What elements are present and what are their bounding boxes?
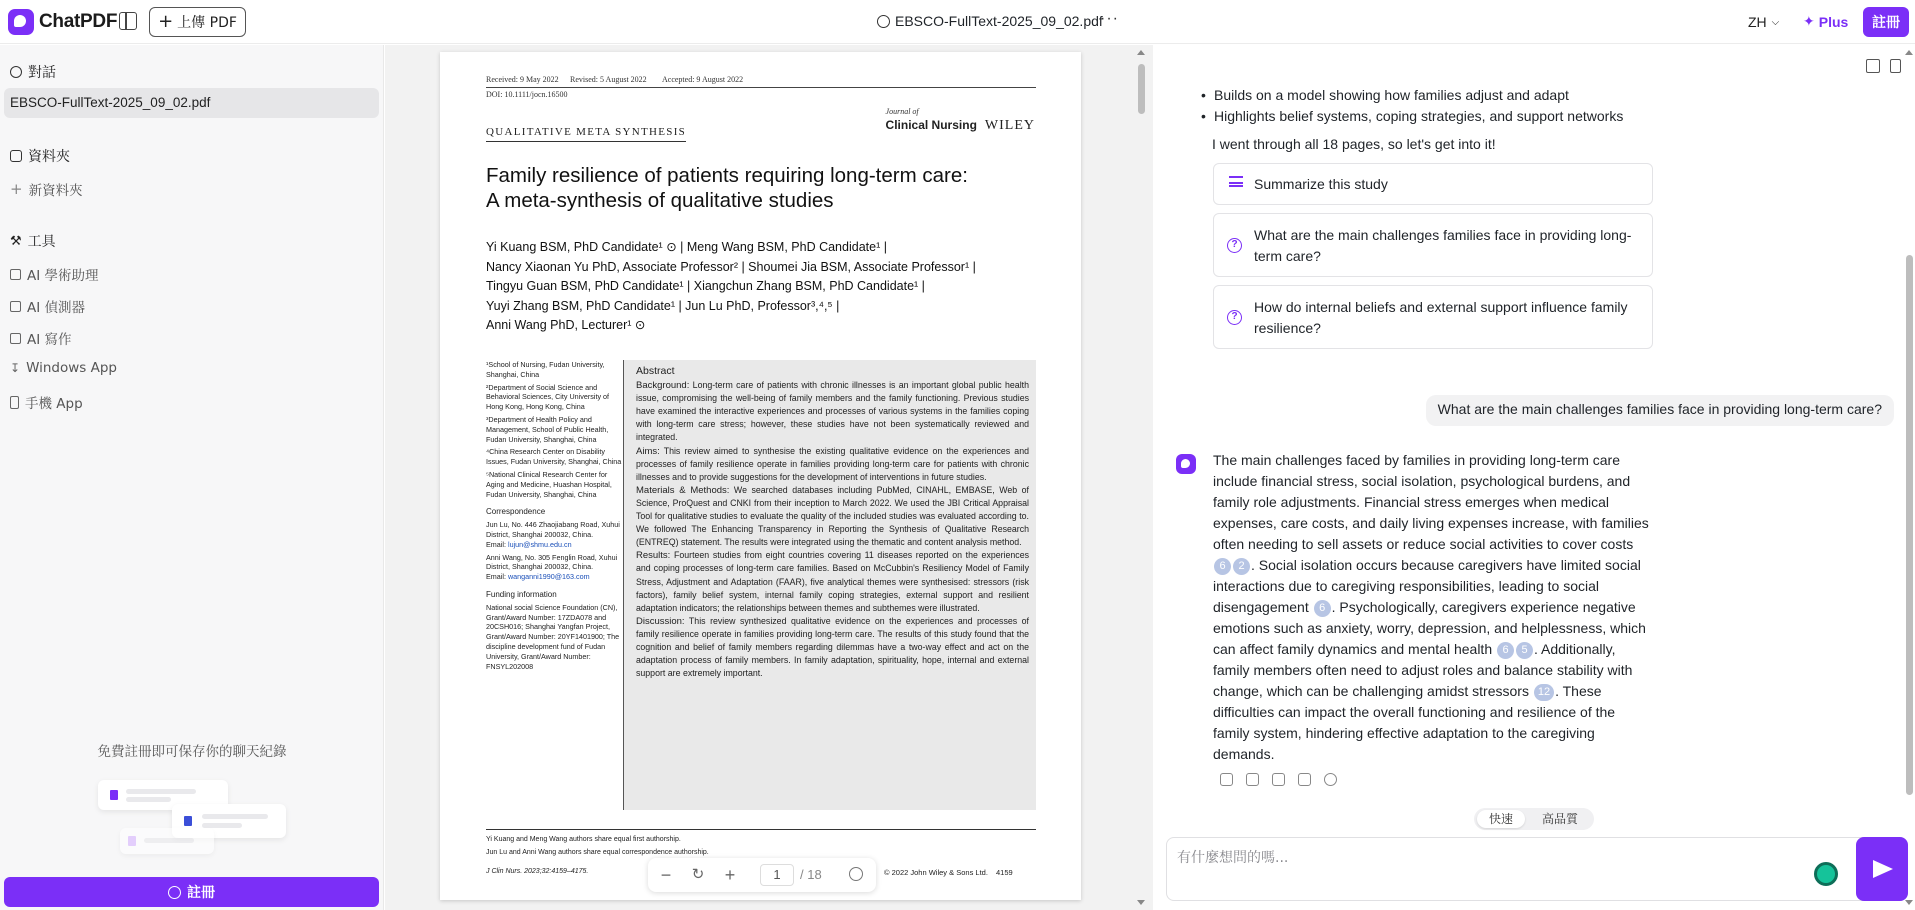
user-message: What are the main challenges families face in providing long-term care?	[1426, 395, 1894, 426]
paper-title	[486, 163, 986, 213]
document-title[interactable]	[877, 13, 1103, 29]
suggestion-beliefs[interactable]	[1213, 285, 1653, 349]
download-icon: ↧	[10, 361, 21, 375]
abstract-section	[636, 445, 1029, 484]
sidebar	[0, 45, 384, 910]
footnote-rule	[486, 829, 1036, 830]
intro-text: I went through all 18 pages, so let's get into it!	[1212, 136, 1496, 152]
abstract-key: Background:	[636, 380, 690, 392]
mode-quality[interactable]: 高品質	[1541, 812, 1578, 826]
save-history-hint: 免費註冊即可保存你的聊天紀錄	[97, 744, 287, 760]
author-list	[486, 238, 1046, 336]
tools-icon[interactable]	[1866, 59, 1880, 73]
abstract-section	[636, 615, 1029, 680]
upload-pdf-label: 上傳 PDF	[177, 15, 237, 31]
abstract-section	[636, 549, 1029, 614]
question-icon: ?	[1227, 310, 1242, 325]
document-icon	[184, 816, 192, 826]
chats-heading-label: 對話	[28, 65, 56, 81]
illustration-line	[202, 814, 268, 819]
abstract-text: This review synthesized qualitative evidence on the experiences and processes of family resilience operate in families providing long-term care. The results of this study found that the cognition and belief of family members regarding dilemmas have a two-way effect and act on the adaptation process of family members. In family adaptation, spirituality, hope, internal and external support are extremely important.	[636, 615, 1029, 679]
sidebar-item-label: Windows App	[26, 360, 117, 376]
list-item: • Builds on a model showing how families adjust and adapt	[1214, 85, 1623, 106]
scroll-down-icon[interactable]	[1137, 900, 1145, 905]
publisher-name: WILEY	[984, 118, 1035, 133]
mode-fast[interactable]: 快速	[1477, 810, 1525, 828]
pdf-toolbar	[648, 858, 876, 892]
assistant-answer	[1213, 450, 1653, 765]
logo[interactable]	[8, 9, 117, 35]
sparkle-icon: ✦	[1803, 13, 1815, 29]
plus-label: Plus	[1818, 13, 1849, 30]
citation-badge[interactable]: 6	[1314, 600, 1331, 617]
paper-title-line: A meta-synthesis of qualitative studies	[486, 189, 834, 212]
affiliation: ⁴China Research Center on Disability Issues, Fudan University, Shanghai, China	[486, 447, 622, 467]
document-title-text: EBSCO-FullText-2025_09_02.pdf	[895, 13, 1103, 29]
folders-heading-label: 資料夾	[28, 149, 70, 165]
illustration-line	[144, 838, 194, 843]
author-line: Nancy Xiaonan Yu PhD, Associate Professor² | Shoumei Jia BSM, Associate Professor¹ |	[486, 259, 976, 274]
page-number-input[interactable]: 1	[760, 864, 794, 886]
document-icon	[128, 836, 136, 846]
response-mode-toggle	[1474, 808, 1594, 830]
search-icon[interactable]	[849, 867, 863, 881]
sidebar-item-document[interactable]: EBSCO-FullText-2025_09_02.pdf	[4, 88, 379, 118]
affiliation: ³Department of Health Policy and Management, School of Public Health, Fudan University, Shanghai, China	[486, 414, 609, 444]
correspondence-entry	[486, 553, 626, 582]
sidebar-toggle-icon[interactable]	[119, 12, 137, 30]
sidebar-item-label: AI 偵測器	[27, 300, 86, 316]
illustration-line	[126, 789, 196, 794]
plus-icon: +	[10, 180, 23, 198]
chat-bubble-icon	[877, 15, 890, 28]
doi: DOI: 10.1111/jocn.16500	[486, 90, 568, 99]
sidebar-signup-button[interactable]	[4, 877, 379, 907]
summary-bullets	[1214, 85, 1623, 127]
citation-badge[interactable]: 6	[1497, 642, 1514, 659]
correspondence-address: Jun Lu, No. 446 Zhaojiabang Road, Xuhui District, Shanghai 200032, China.	[486, 520, 620, 539]
footnote: Yi Kuang and Meng Wang authors share equal first authorship.	[486, 836, 681, 843]
sidebar-item-label: AI 寫作	[27, 332, 72, 348]
rotate-icon[interactable]: ↻	[691, 866, 705, 883]
citation-badge[interactable]: 2	[1233, 558, 1250, 575]
speaker-icon[interactable]	[1298, 773, 1311, 786]
abstract-key: Aims:	[636, 445, 660, 457]
tools-heading	[10, 231, 56, 251]
citation-badge[interactable]: 6	[1214, 558, 1231, 575]
answer-text: . Psychologically, caregivers experience negative emotions such as anxiety, worry, depression, and helplessness, which can affect family dynamics and mental health	[1213, 599, 1646, 657]
chat-scrollbar[interactable]	[1905, 50, 1914, 905]
chat-input[interactable]: 有什麼想問的嗎...	[1166, 837, 1869, 901]
top-bar	[0, 0, 1915, 44]
copyright	[884, 868, 1013, 877]
pencil-icon	[10, 333, 21, 344]
chatpdf-logo-icon	[8, 9, 34, 35]
grammarly-icon[interactable]	[1814, 862, 1838, 886]
chat-panel	[1154, 45, 1915, 910]
journal-name: Clinical Nursing	[885, 118, 977, 132]
abstract-text: Fourteen studies from eight countries covering 11 diseases reported on the experiences and coping processes of long-term care families. Based on McCubbin's Resiliency Model of Family Stress, Adjustment and Adaptation (FAAR), five analytical themes were synthesised: stressors (risk factors), family belief system, internal family coping strategies, external support and resilient adaptation indicators; the relationships between themes and subthemes were illustrated.	[636, 550, 1029, 613]
new-folder-button[interactable]	[10, 179, 83, 199]
abstract-section	[636, 484, 1029, 549]
abstract-text: Long-term care of patients with chronic illnesses is an important global public health issue, compromising the well-being of family members and the family functioning. Previous studies have examined the interactive experiences and processes of various systems in the families coping with long-term care stress; however, these studies have not been systematically reviewed and integrated.	[636, 380, 1029, 443]
list-item: • Highlights belief systems, coping strategies, and support networks	[1214, 106, 1623, 127]
zoom-out-icon[interactable]: −	[660, 865, 672, 885]
journal-of: Journal of	[885, 107, 919, 116]
plus-icon: +	[158, 11, 174, 32]
illustration-line	[126, 797, 171, 802]
affiliation: ¹School of Nursing, Fudan University, Shanghai, China	[486, 360, 605, 379]
question-icon: ?	[1227, 238, 1242, 253]
document-icon[interactable]	[1890, 59, 1901, 73]
chats-heading	[10, 62, 56, 82]
citation-badge[interactable]: 12	[1534, 684, 1554, 701]
correspondence-label: Correspondence	[486, 507, 546, 517]
send-button[interactable]	[1856, 837, 1908, 901]
plus-upgrade-link[interactable]	[1803, 13, 1848, 30]
accepted-date: Accepted: 9 August 2022	[662, 75, 744, 84]
abstract-section	[636, 379, 1029, 444]
suggestion-label: What are the main challenges families face in providing long-term care?	[1254, 227, 1632, 264]
revised-date: Revised: 5 August 2022	[570, 75, 647, 84]
answer-text: . These difficulties can impact the overall functioning and resilience of the family system, hindering effective adaptation to the caregiving demands.	[1213, 683, 1616, 762]
author-line: Yuyi Zhang BSM, PhD Candidate¹ | Jun Lu PhD, Professor³,⁴,⁵ |	[486, 298, 840, 313]
pdf-viewer[interactable]	[385, 45, 1153, 910]
upload-pdf-button[interactable]	[149, 7, 246, 37]
abstract-box	[623, 360, 1036, 810]
user-icon	[168, 886, 181, 899]
suggestion-summarize[interactable]	[1213, 163, 1653, 205]
journal-logo	[886, 107, 1035, 134]
detector-icon	[10, 301, 21, 312]
language-label: ZH	[1748, 14, 1767, 30]
sidebar-item-ai-detector[interactable]	[10, 296, 85, 316]
abstract-key: Results:	[636, 550, 671, 562]
document-icon	[110, 790, 118, 800]
settings-icon[interactable]	[1324, 773, 1337, 786]
suggestion-label: How do internal beliefs and external support influence family resilience?	[1254, 299, 1628, 336]
chat-icon	[10, 66, 22, 78]
author-line: Anni Wang PhD, Lecturer¹ ⊙	[486, 318, 646, 333]
page-total: / 18	[800, 867, 822, 882]
sidebar-item-label: AI 學術助理	[27, 268, 99, 284]
abstract-heading: Abstract	[636, 365, 675, 377]
pdf-scrollbar[interactable]	[1137, 50, 1146, 905]
answer-text: . Additionally, family members often need to adjust roles and balance stability with change, which can be challenging amidst stressors	[1213, 641, 1633, 699]
author-line: Tingyu Guan BSM, PhD Candidate¹ | Xiangchun Zhang BSM, PhD Candidate¹ |	[486, 279, 925, 294]
sidebar-item-windows-app[interactable]	[10, 360, 117, 376]
pdf-page	[440, 52, 1081, 900]
correspondence-entry	[486, 520, 626, 549]
answer-text: The main challenges faced by families in providing long-term care include financial stress, social isolation, psychological burdens, and family role adjustments. Financial stress emerges when medical expenses, care costs, and daily living expenses increase, with families often needing to sell assets or reduce social activities to cover costs	[1213, 452, 1649, 552]
graduation-cap-icon	[10, 269, 21, 280]
copyright-text: © 2022 John Wiley & Sons Ltd.	[884, 868, 988, 877]
message-actions	[1220, 773, 1337, 786]
affiliations	[486, 360, 626, 674]
tools-heading-label: 工具	[27, 234, 56, 250]
received-date: Received: 9 May 2022	[486, 75, 559, 84]
author-line: Yi Kuang BSM, PhD Candidate¹ ⊙ | Meng Wang BSM, PhD Candidate¹ |	[486, 240, 887, 254]
citation: J Clin Nurs. 2023;32:4159–4175.	[486, 868, 589, 875]
category-rule	[486, 141, 686, 142]
abstract-text: This review aimed to synthesise the existing qualitative evidence on the experiences and processes of family resilience operate in families providing long-term care for patients with chronic illnesses and to provide suggestions for the development of interventions in future studies.	[636, 445, 1029, 482]
sidebar-signup-label: 註冊	[187, 885, 215, 901]
new-folder-label: 新資料夾	[28, 183, 83, 199]
pdf-scrollbar-thumb[interactable]	[1138, 64, 1145, 114]
paper-title-line: Family resilience of patients requiring long-term care:	[486, 164, 968, 187]
correspondence-email[interactable]: lujun@shmu.edu.cn	[507, 539, 572, 549]
folder-icon	[10, 150, 22, 162]
list-icon	[1229, 176, 1243, 187]
sidebar-item-label: 手機 App	[25, 396, 83, 412]
zoom-in-icon[interactable]: +	[724, 865, 736, 885]
scroll-down-icon[interactable]	[1905, 900, 1913, 905]
assistant-avatar	[1176, 454, 1196, 474]
suggestion-challenges[interactable]	[1213, 213, 1653, 277]
article-category: QUALITATIVE META SYNTHESIS	[486, 126, 687, 138]
sidebar-item-ai-scholar[interactable]	[10, 264, 99, 284]
affiliation: ⁵National Clinical Research Center for Aging and Medicine, Huashan Hospital, Fudan University, Shanghai, China	[486, 469, 612, 499]
sidebar-item-ai-writer[interactable]	[10, 328, 72, 348]
copy-icon[interactable]	[1220, 773, 1233, 786]
header-rule	[486, 87, 1036, 88]
illustration-card	[120, 828, 214, 854]
footnote: Jun Lu and Anni Wang authors share equal correspondence authorship.	[486, 849, 709, 856]
thumbs-down-icon[interactable]	[1272, 773, 1285, 786]
answer-text: . Social isolation occurs because caregivers have limited social interactions due to caregiving responsibilities, leading to social disengagement	[1213, 557, 1641, 615]
scroll-up-icon[interactable]	[1905, 50, 1913, 55]
abstract-key: Discussion:	[636, 615, 685, 627]
wrench-icon: ⚒	[10, 233, 22, 249]
affiliation: ²Department of Social Science and Behavioral Sciences, City University of Hong Kong, Hong Kong, China	[486, 382, 610, 412]
logo-text: ChatPDF	[39, 11, 118, 32]
thumbs-up-icon[interactable]	[1246, 773, 1259, 786]
folders-heading	[10, 146, 70, 166]
sidebar-item-mobile-app[interactable]	[10, 392, 83, 412]
phone-icon	[10, 396, 19, 409]
chevron-down-icon: ⌵	[1771, 16, 1780, 28]
correspondence-address: Anni Wang, No. 305 Fenglin Road, Xuhui District, Shanghai 200032, China.	[486, 552, 618, 572]
funding-text: National social Science Foundation (CN), Grant/Award Number: 17ZDA078 and 20CSH016; Shanghai Yangfan Project, Grant/Award Number: 20YF1401900; The discipline development fund of Fudan University, Grant/Award Number: FNSYL202008	[486, 602, 620, 671]
correspondence-email[interactable]: wanganni1990@163.com	[507, 572, 590, 582]
language-selector[interactable]	[1748, 14, 1779, 30]
chat-scrollbar-thumb[interactable]	[1906, 255, 1913, 795]
abstract-text: We searched databases including PubMed, CINAHL, EMBASE, Web of Science, ProQuest and CNKI from their inception to March 2022. We used the JBI Critical Appraisal Tool for qualitative studies to evaluate the quality of the included studies was evaluated according to. We followed The Enhancing Transparency in Reporting the Synthesis of Qualitative Research (ENTREQ) statement. The results were integrated using the thematic and content analysis method.	[636, 484, 1029, 548]
abstract-key: Materials & Methods:	[636, 484, 730, 496]
page-number: 4159	[996, 868, 1013, 877]
scroll-up-icon[interactable]	[1137, 50, 1145, 55]
more-options-icon[interactable]: ···	[1100, 10, 1119, 27]
email-label: Email:	[486, 572, 506, 582]
citation-badge[interactable]: 5	[1516, 642, 1533, 659]
suggestion-label: Summarize this study	[1254, 176, 1388, 192]
email-label: Email:	[486, 539, 506, 549]
funding-label: Funding information	[486, 589, 557, 599]
signup-button[interactable]: 註冊	[1863, 7, 1909, 37]
